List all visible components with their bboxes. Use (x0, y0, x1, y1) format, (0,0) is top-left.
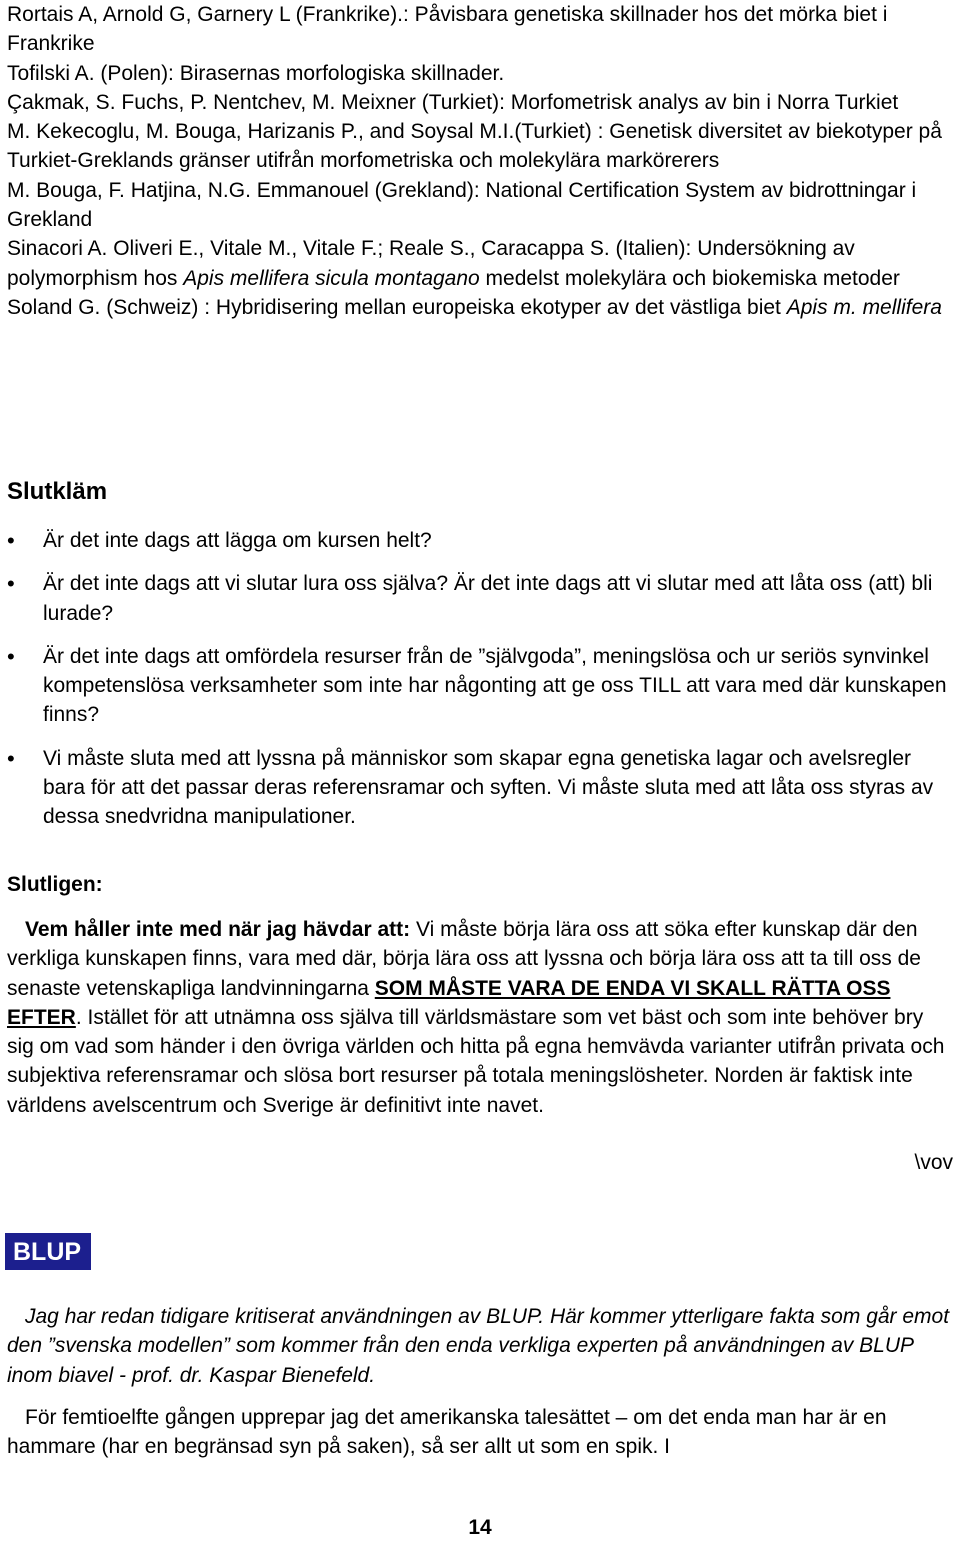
species-name: Apis mellifera sicula montagano (183, 266, 480, 290)
lead-text: Vem håller inte med när jag hävdar att: (25, 918, 411, 941)
reference-item: Çakmak, S. Fuchs, P. Nentchev, M. Meixner (Turkiet): Morfometrisk analys av bin i Norra Turkiet (7, 90, 899, 114)
bullet-list (7, 526, 953, 846)
blup-italic-paragraph (7, 1302, 953, 1390)
reference-text: Sinacori A. Oliveri E., Vitale M., Vitale F.; Reale S., Caracappa S. (Italien): Undersökning av polymorphism hos (7, 237, 855, 290)
bullet-item: • Är det inte dags att vi slutar lura oss själva? Är det inte dags att vi slutar med att låta oss (att) bli lurade? (7, 569, 953, 628)
reference-item: M. Bouga, F. Hatjina, N.G. Emmanouel (Grekland): National Certification System av bidrottningar i Grekland (7, 178, 917, 232)
bullet-item: • Är det inte dags att omfördela resurser från de ”självgoda”, meningslösa och ur seriös synvinkel kompetenslösa verksamheter som inte har någonting att ge oss TILL att vara med där kunskapen finns? (7, 642, 953, 730)
signature: \vov (914, 1151, 953, 1174)
reference-text: Soland G. (Schweiz) : Hybridisering mellan europeiska ekotyper av det västliga biet (7, 295, 787, 319)
species-name: Apis m. mellifera (786, 295, 942, 319)
reference-list (7, 0, 953, 322)
section-heading-blup: BLUP (5, 1233, 91, 1270)
reference-item: Tofilski A. (Polen): Birasernas morfologiska skillnader. (7, 61, 505, 85)
paragraph-text: . Istället för att utnämna oss själva till världsmästare som vet bäst och som inte behöver bry sig om vad som händer i den övriga världen och hitta på egna hemvävda varianter utifrån privata och subjektiva referensramar och slösa bort resurser på totala meningslösheter. Norden är faktisk inte världens avelscentrum och Sverige är definitivt inte navet. (7, 1005, 945, 1117)
bullet-item: • Vi måste sluta med att lyssna på människor som skapar egna genetiska lagar och avelsregler bara för att det passar deras referensramar och syften. Vi måste sluta med att låta oss styras av dessa snedvridna manipulationer. (7, 744, 953, 832)
blup-paragraph (7, 1403, 953, 1462)
section-heading-slutligen: Slutligen: (7, 873, 103, 896)
reference-item: M. Kekecoglu, M. Bouga, Harizanis P., and Soysal M.I.(Turkiet) : Genetisk diversitet av biekotyper på Turkiet-Greklands gränser utifrån morfometriska och molekylära markörerers (7, 120, 942, 173)
page-number: 14 (468, 1516, 492, 1539)
reference-item (7, 234, 953, 293)
bullet-item: • Är det inte dags att lägga om kursen helt? (7, 526, 953, 555)
reference-item: Rortais A, Arnold G, Garnery L (Frankrike).: Påvisbara genetiska skillnader hos det mörka biet i Frankrike (7, 3, 888, 56)
section-heading-slutklam: Slutkläm (7, 478, 108, 505)
paragraph-text: För femtioelfte gången upprepar jag det amerikanska talesättet – om det enda man har är en hammare (har en begränsad syn på saken), så ser allt ut som en spik. I (7, 1406, 887, 1459)
emphasis-text: SOM MÅSTE VARA DE ENDA VI SKALL RÄTTA OSS EFTER (7, 976, 891, 1029)
reference-item (7, 293, 953, 322)
reference-text: medelst molekylära och biokemiska metoder (479, 266, 900, 290)
paragraph-text: Vi måste börja lära oss att söka efter kunskap där den verkliga kunskapen finns, vara med där, börja lära oss att lyssna och börja lära oss att ta till oss de senaste vetenskapliga landvinningarna (7, 918, 921, 1000)
slutligen-paragraph (7, 915, 953, 1120)
paragraph-text: Jag har redan tidigare kritiserat användningen av BLUP. Här kommer ytterligare fakta som går emot den ”svenska modellen” som kommer från den enda verkliga experten på användningen av BLUP inom biavel - prof. dr. Kaspar Bienefeld. (7, 1305, 950, 1387)
